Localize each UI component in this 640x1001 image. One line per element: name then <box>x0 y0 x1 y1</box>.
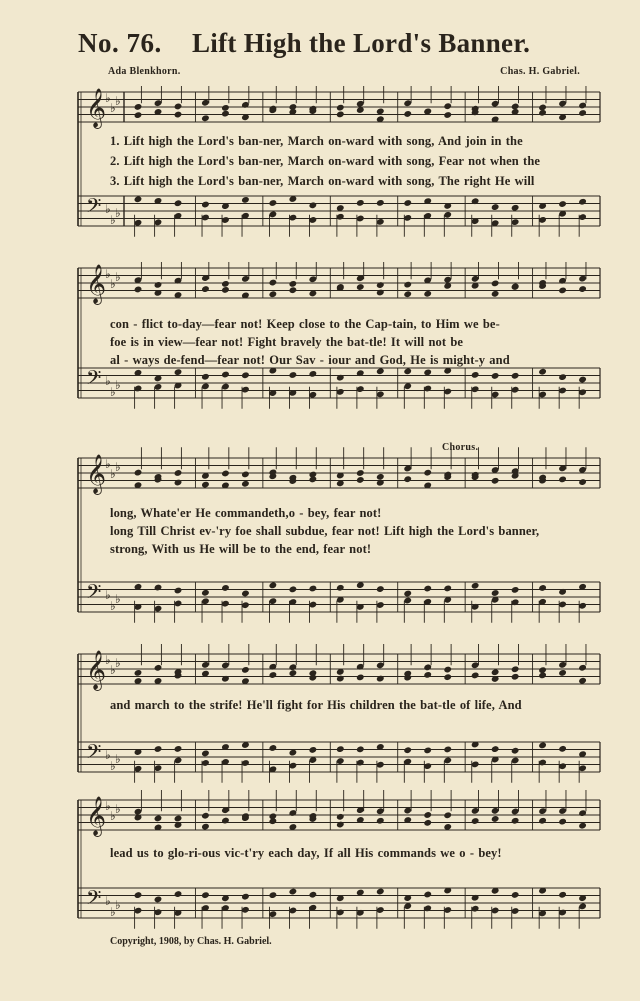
lyric-line-1-2: 2. Lift high the Lord's ban-ner, March on-ward with song, Fear not when the <box>110 154 541 168</box>
lyric-line-2-1: con - flict to-day—fear not! Keep close to the Cap-tain, to Him we be- <box>110 317 500 331</box>
composer-credit: Chas. H. Gabriel. <box>500 66 580 77</box>
svg-text:♭: ♭ <box>110 809 116 823</box>
svg-text:𝄞: 𝄞 <box>86 88 107 128</box>
svg-text:𝄢: 𝄢 <box>86 194 102 222</box>
svg-text:♭: ♭ <box>105 374 111 388</box>
svg-text:♭: ♭ <box>110 213 116 227</box>
lyric-line-3-2: long Till Christ ev-'ry foe shall subdue, fear not! Lift high the Lord's banner, <box>110 524 540 538</box>
svg-text:♭: ♭ <box>110 467 116 481</box>
svg-text:𝄞: 𝄞 <box>86 796 107 836</box>
svg-text:♭: ♭ <box>110 277 116 291</box>
svg-text:♭: ♭ <box>110 385 116 399</box>
svg-text:𝄞: 𝄞 <box>86 650 107 690</box>
svg-text:♭: ♭ <box>110 599 116 613</box>
svg-text:𝄞: 𝄞 <box>86 454 107 494</box>
svg-text:♭: ♭ <box>115 752 121 766</box>
svg-text:𝄢: 𝄢 <box>86 580 102 608</box>
lyric-line-4-1: and march to the strife! He'll fight for His children the bat-tle of life, And <box>110 698 522 712</box>
lyric-line-3-1: long, Whate'er He commandeth,o - bey, fear not! <box>110 506 382 520</box>
svg-text:♭: ♭ <box>105 91 111 105</box>
lyric-line-3-3: strong, With us He will be to the end, fear not! <box>110 542 372 556</box>
lyric-line-1-3: 3. Lift high the Lord's ban-ner, March on-ward with song, The right He will <box>110 174 535 188</box>
chorus-label: Chorus. <box>442 442 479 453</box>
svg-text:𝄢: 𝄢 <box>86 366 102 394</box>
svg-text:♭: ♭ <box>115 378 121 392</box>
title-row <box>78 28 598 68</box>
svg-text:♭: ♭ <box>110 663 116 677</box>
svg-text:♭: ♭ <box>110 101 116 115</box>
svg-text:♭: ♭ <box>105 457 111 471</box>
copyright-notice: Copyright, 1908, by Chas. H. Gabriel. <box>110 936 272 947</box>
music-system-1 <box>72 86 602 246</box>
svg-text:♭: ♭ <box>115 270 121 284</box>
music-system-2 <box>72 262 602 432</box>
author-credit: Ada Blenkhorn. <box>108 66 181 77</box>
svg-text:♭: ♭ <box>115 802 121 816</box>
svg-text:♭: ♭ <box>105 588 111 602</box>
svg-text:♭: ♭ <box>115 898 121 912</box>
svg-text:♭: ♭ <box>105 202 111 216</box>
svg-text:♭: ♭ <box>105 799 111 813</box>
svg-text:♭: ♭ <box>105 748 111 762</box>
hymn-title: Lift High the Lord's Banner. <box>192 28 531 58</box>
hymn-number: No. 76. <box>78 28 162 58</box>
lyric-line-5-1: lead us to glo-ri-ous vic-t'ry each day, If all His commands we o - bey! <box>110 846 502 860</box>
svg-text:♭: ♭ <box>105 653 111 667</box>
svg-text:♭: ♭ <box>105 267 111 281</box>
svg-text:♭: ♭ <box>110 759 116 773</box>
staff-graphics-4 <box>72 644 602 794</box>
svg-text:♭: ♭ <box>115 592 121 606</box>
svg-text:♭: ♭ <box>115 206 121 220</box>
svg-text:♭: ♭ <box>115 460 121 474</box>
music-system-5 <box>72 790 602 940</box>
svg-text:♭: ♭ <box>115 656 121 670</box>
staff-graphics-5 <box>72 790 602 940</box>
svg-text:♭: ♭ <box>110 905 116 919</box>
svg-text:♭: ♭ <box>115 94 121 108</box>
svg-text:𝄢: 𝄢 <box>86 740 102 768</box>
music-system-4 <box>72 644 602 794</box>
music-system-3 <box>72 444 602 640</box>
svg-text:♭: ♭ <box>105 894 111 908</box>
lyric-line-2-3: al - ways de-fend—fear not! Our Sav - iour and God, He is might-y and <box>110 353 510 367</box>
svg-text:𝄞: 𝄞 <box>86 264 107 304</box>
lyric-line-2-2: foe is in view—fear not! Fight bravely the bat-tle! It will not be <box>110 335 464 349</box>
lyric-line-1-1: 1. Lift high the Lord's ban-ner, March on-ward with song, And join in the <box>110 134 523 148</box>
svg-text:𝄢: 𝄢 <box>86 886 102 914</box>
